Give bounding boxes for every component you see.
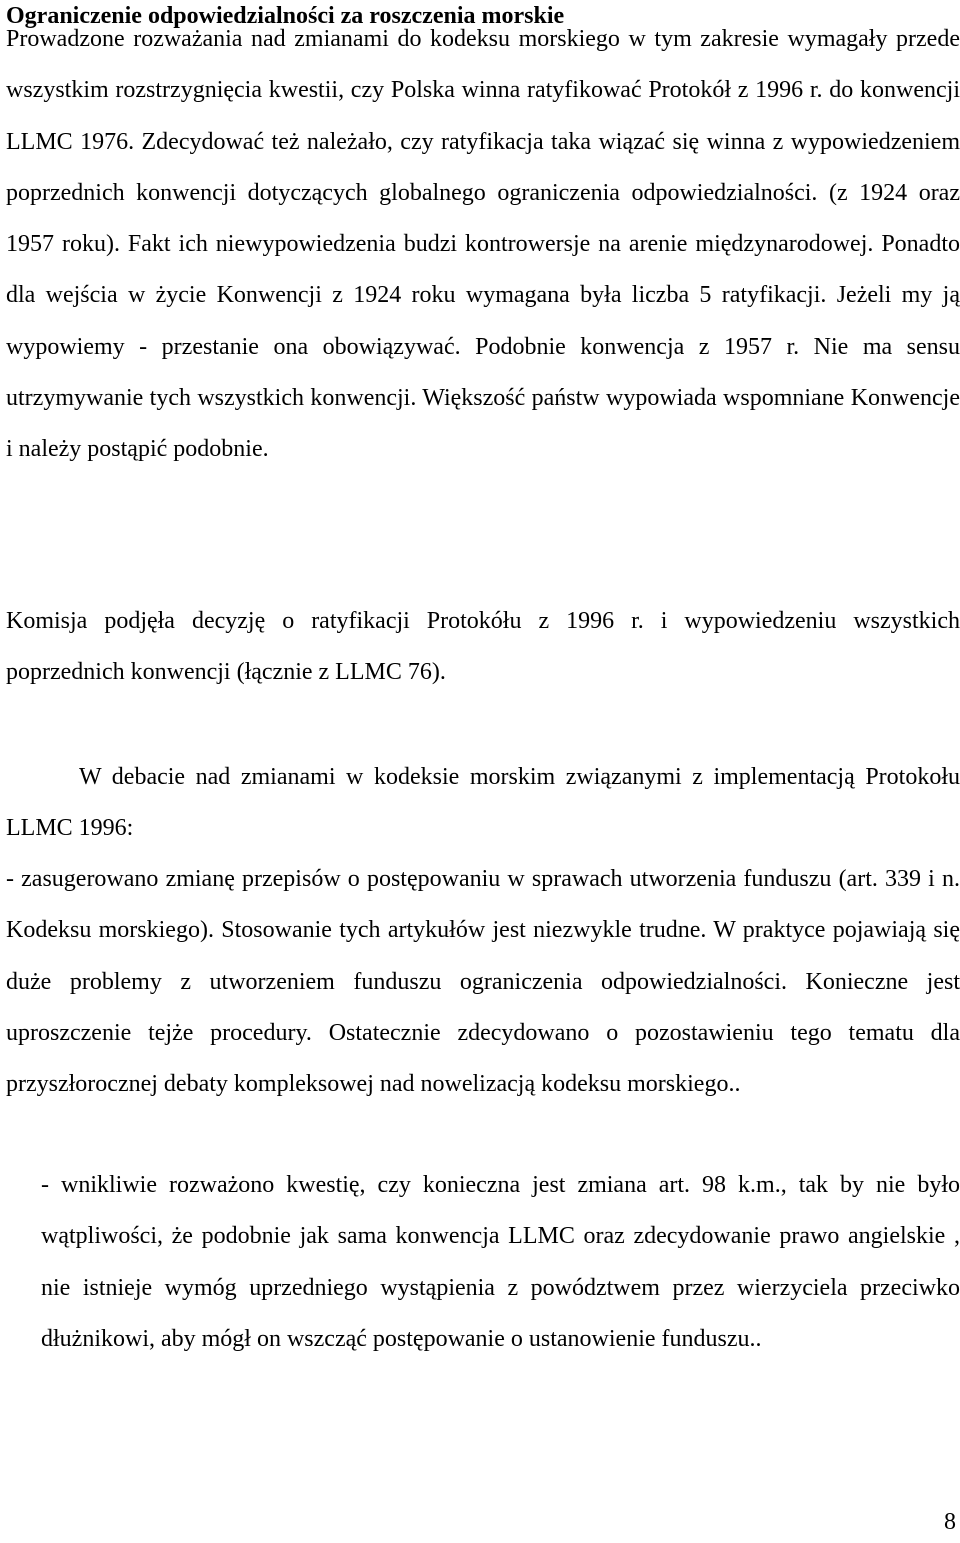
paragraph-ratification-question: Prowadzone rozważania nad zmianami do kodeksu morskiego w tym zakresie wymagały przede wszystkim rozstrzygnięcia kwestii, czy Polska winna ratyfikować Protokół z 1996 r. do konwencji LLMC 1976. Zdecydować też należało, czy ratyfikacja taka wiązać się winna z wypowiedzeniem poprzednich konwencji dotyczących globalnego ograniczenia odpowiedzialności. (z 1924 oraz 1957 roku). Fakt ich niewypowiedzenia budzi kontrowersje na arenie międzynarodowej. Ponadto dla wejścia w życie Konwencji z 1924 roku wymagana była liczba 5 ratyfikacji. Jeżeli my ją wypowiemy - przestanie ona obowiązywać. Podobnie konwencja z 1957 r. Nie ma sensu utrzymywanie tych wszystkich konwencji. Większość państw wypowiada wspomniane Konwencje i należy postąpić podobnie. bbox=[6, 26, 960, 463]
page-number: 8 bbox=[944, 1509, 956, 1535]
paragraph-commission-decision: Komisja podjęła decyzję o ratyfikacji Protokółu z 1996 r. i wypowiedzeniu wszystkich poprzednich konwencji (łącznie z LLMC 76). bbox=[6, 608, 960, 686]
paragraph-debate-intro: W debacie nad zmianami w kodeksie morskim związanymi z implementacją Protokołu LLMC 1996: bbox=[6, 764, 960, 842]
paragraph-fund-procedure: - zasugerowano zmianę przepisów o postępowaniu w sprawach utworzenia funduszu (art. 339 i n. Kodeksu morskiego). Stosowanie tych artykułów jest niezwykle trudne. W praktyce pojawiają się duże problemy z utworzeniem funduszu ograniczenia odpowiedzialności. Konieczne jest uproszczenie tejże procedury. Ostatecznie zdecydowano o pozostawieniu tego tematu dla przyszłorocznej debaty kompleksowej nad nowelizacją kodeksu morskiego.. bbox=[6, 866, 960, 1098]
section-heading: Ograniczenie odpowiedzialności za roszczenia morskie bbox=[6, 3, 565, 29]
paragraph-art-98: - wnikliwie rozważono kwestię, czy konieczna jest zmiana art. 98 k.m., tak by nie było wątpliwości, że podobnie jak sama konwencja LLMC oraz zdecydowanie prawo angielskie , nie istnieje wymóg uprzedniego wystąpienia z powództwem przez wierzyciela przeciwko dłużnikowi, aby mógł on wszcząć postępowanie o ustanowienie funduszu.. bbox=[41, 1172, 960, 1352]
